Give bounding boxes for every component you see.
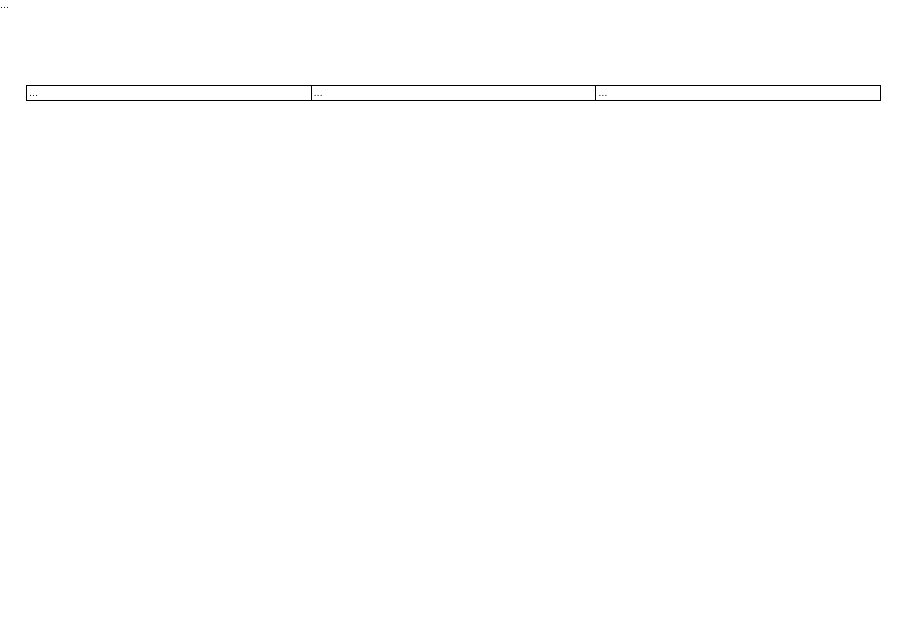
table-cell: … <box>311 86 596 101</box>
table-cell: … <box>27 86 312 101</box>
projects-table <box>26 85 881 101</box>
table-cell: … <box>596 86 881 101</box>
table-row <box>27 86 881 101</box>
page-number: … <box>0 0 9 10</box>
